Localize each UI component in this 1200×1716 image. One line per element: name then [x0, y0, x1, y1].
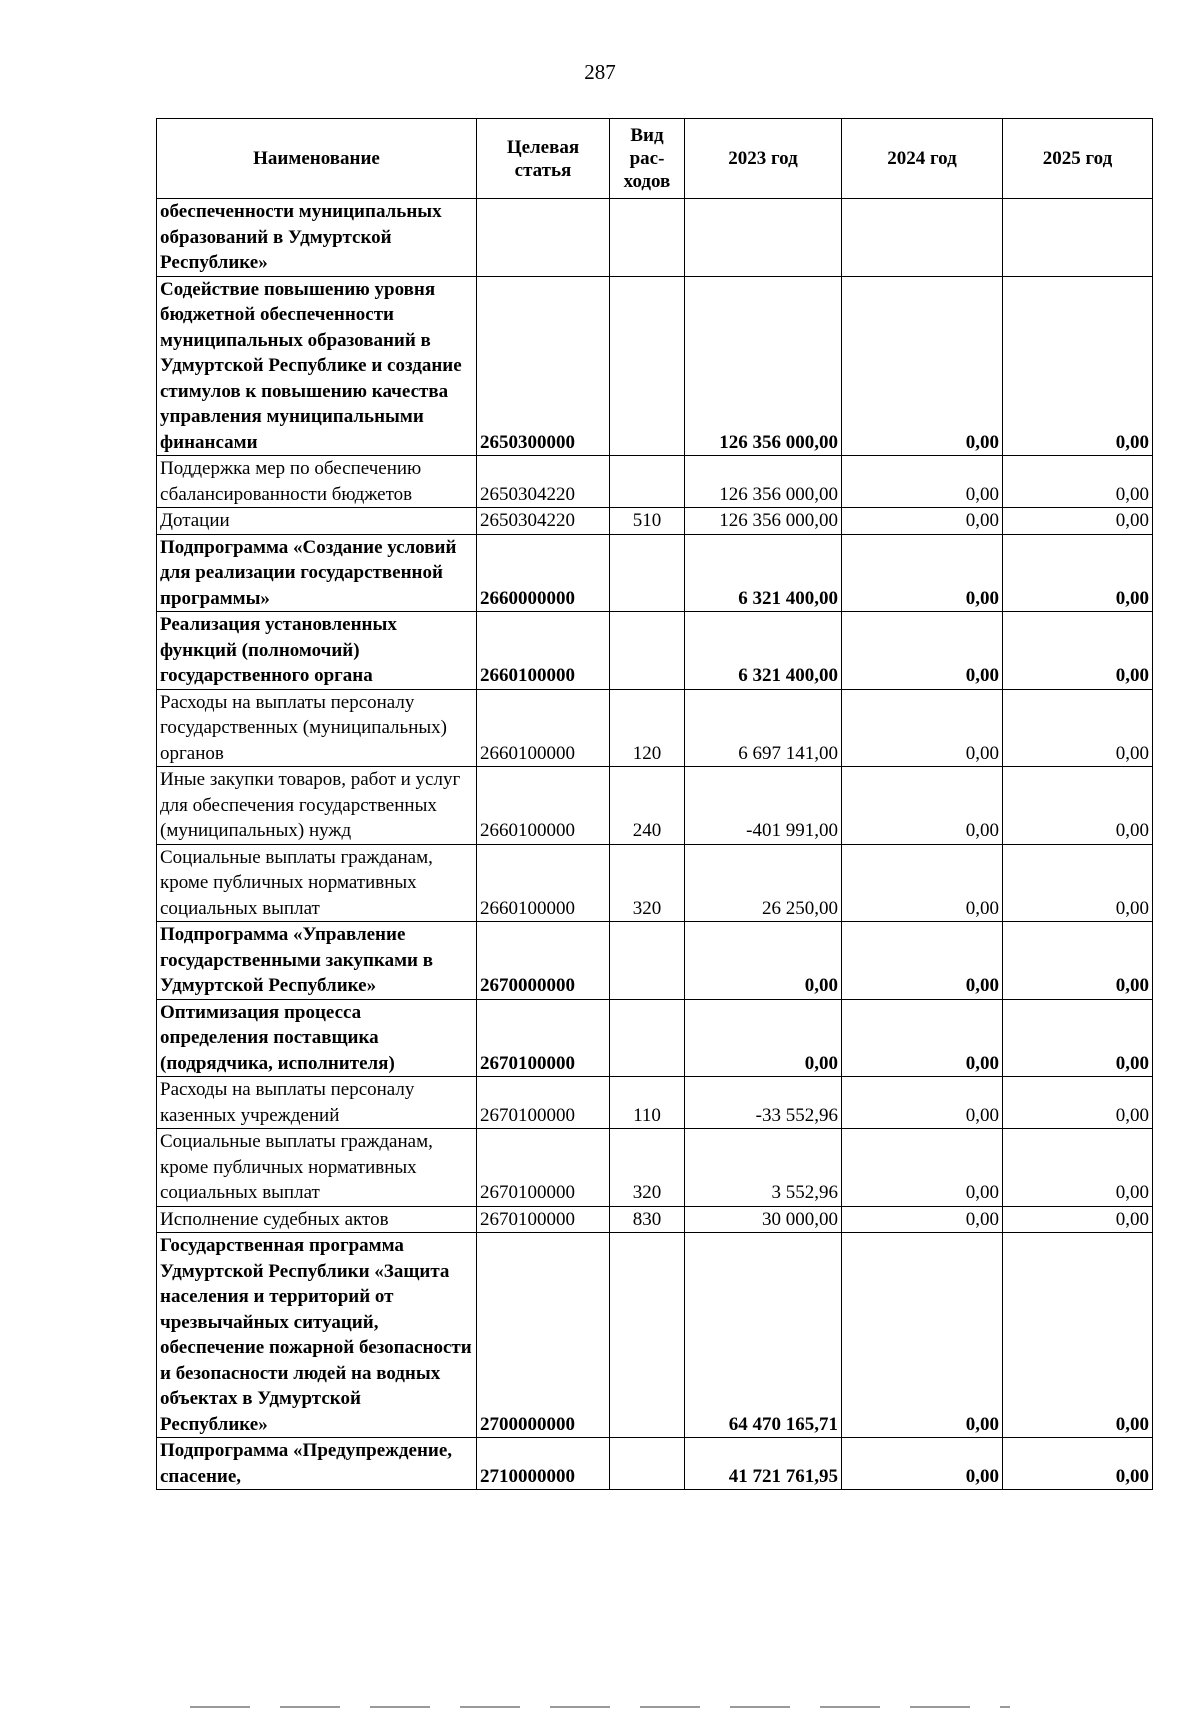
cell-name: Подпрограмма «Управление государственными закупками в Удмуртской Республике»: [157, 922, 477, 1000]
cell-expense-type: [610, 922, 685, 1000]
header-kind: Вид рас-ходов: [610, 119, 685, 199]
cell-expense-type: [610, 1438, 685, 1490]
table-header-row: [157, 119, 1153, 199]
table-row: [157, 1438, 1153, 1490]
cell-expense-type: 240: [610, 767, 685, 845]
cell-2024: 0,00: [842, 508, 1003, 535]
header-2023: 2023 год: [685, 119, 842, 199]
table-body: [157, 199, 1153, 1490]
cell-expense-type: 320: [610, 1129, 685, 1207]
cell-expense-type: [610, 1233, 685, 1438]
cell-name: Реализация установленных функций (полномочий) государственного органа: [157, 612, 477, 690]
cell-2025: 0,00: [1003, 612, 1153, 690]
table-row: [157, 1206, 1153, 1233]
cell-2025: 0,00: [1003, 1077, 1153, 1129]
cell-2025: 0,00: [1003, 456, 1153, 508]
cell-2025: 0,00: [1003, 1438, 1153, 1490]
cell-target-article: 2700000000: [477, 1233, 610, 1438]
cell-2024: 0,00: [842, 276, 1003, 456]
cell-target-article: 2670100000: [477, 1077, 610, 1129]
header-2025: 2025 год: [1003, 119, 1153, 199]
table-row: [157, 534, 1153, 612]
cell-2025: 0,00: [1003, 922, 1153, 1000]
header-2024: 2024 год: [842, 119, 1003, 199]
cell-2023: 126 356 000,00: [685, 456, 842, 508]
cell-target-article: 2670100000: [477, 1206, 610, 1233]
cell-target-article: 2660100000: [477, 844, 610, 922]
cell-2024: 0,00: [842, 999, 1003, 1077]
cell-2023: 126 356 000,00: [685, 276, 842, 456]
cell-2024: 0,00: [842, 1129, 1003, 1207]
cell-2025: 0,00: [1003, 689, 1153, 767]
cell-2024: 0,00: [842, 534, 1003, 612]
table-row: [157, 922, 1153, 1000]
page-number: 287: [584, 60, 616, 84]
cell-target-article: 2710000000: [477, 1438, 610, 1490]
table-row: [157, 612, 1153, 690]
cell-name: Государственная программа Удмуртской Республики «Защита населения и территорий от чрезвычайных ситуаций, обеспечение пожарной безопасности и безопасности людей на водных объектах в Удмуртской Республике»: [157, 1233, 477, 1438]
cell-2025: 0,00: [1003, 534, 1153, 612]
cell-target-article: 2660100000: [477, 689, 610, 767]
table-row: [157, 508, 1153, 535]
cell-2024: 0,00: [842, 689, 1003, 767]
cell-2024: [842, 199, 1003, 277]
cell-2023: 30 000,00: [685, 1206, 842, 1233]
cell-2023: 26 250,00: [685, 844, 842, 922]
table-row: [157, 199, 1153, 277]
table-row: [157, 999, 1153, 1077]
cell-2024: 0,00: [842, 1077, 1003, 1129]
cell-target-article: 2660100000: [477, 612, 610, 690]
cell-expense-type: [610, 999, 685, 1077]
cell-2024: 0,00: [842, 1438, 1003, 1490]
table-row: [157, 456, 1153, 508]
table-row: [157, 689, 1153, 767]
cell-name: Содействие повышению уровня бюджетной обеспеченности муниципальных образований в Удмуртской Республике и создание стимулов к повышению качества управления муниципальными финансами: [157, 276, 477, 456]
cell-2023: 126 356 000,00: [685, 508, 842, 535]
cell-2025: 0,00: [1003, 999, 1153, 1077]
cell-2023: 41 721 761,95: [685, 1438, 842, 1490]
cell-expense-type: 510: [610, 508, 685, 535]
cell-target-article: 2650304220: [477, 508, 610, 535]
header-code: Целевая статья: [477, 119, 610, 199]
cell-name: Иные закупки товаров, работ и услуг для обеспечения государственных (муниципальных) нужд: [157, 767, 477, 845]
cell-expense-type: [610, 612, 685, 690]
table-row: [157, 1233, 1153, 1438]
cell-2024: 0,00: [842, 612, 1003, 690]
cell-name: Оптимизация процесса определения поставщика (подрядчика, исполнителя): [157, 999, 477, 1077]
cell-name: Подпрограмма «Создание условий для реализации государственной программы»: [157, 534, 477, 612]
cell-2024: 0,00: [842, 456, 1003, 508]
cell-target-article: [477, 199, 610, 277]
scan-artifact-line: [190, 1706, 1010, 1708]
cell-2024: 0,00: [842, 767, 1003, 845]
cell-expense-type: 110: [610, 1077, 685, 1129]
table-row: [157, 276, 1153, 456]
cell-2023: 6 321 400,00: [685, 534, 842, 612]
cell-2024: 0,00: [842, 844, 1003, 922]
cell-target-article: 2650304220: [477, 456, 610, 508]
cell-target-article: 2660000000: [477, 534, 610, 612]
cell-name: Подпрограмма «Предупреждение, спасение,: [157, 1438, 477, 1490]
cell-expense-type: [610, 276, 685, 456]
cell-name: Социальные выплаты гражданам, кроме публичных нормативных социальных выплат: [157, 1129, 477, 1207]
header-name: Наименование: [157, 119, 477, 199]
cell-name: Поддержка мер по обеспечению сбалансированности бюджетов: [157, 456, 477, 508]
table-row: [157, 1077, 1153, 1129]
cell-expense-type: 120: [610, 689, 685, 767]
cell-2023: 6 321 400,00: [685, 612, 842, 690]
cell-expense-type: [610, 199, 685, 277]
cell-2025: 0,00: [1003, 1206, 1153, 1233]
cell-2025: 0,00: [1003, 1233, 1153, 1438]
cell-expense-type: 830: [610, 1206, 685, 1233]
cell-target-article: 2670100000: [477, 999, 610, 1077]
cell-name: Социальные выплаты гражданам, кроме публичных нормативных социальных выплат: [157, 844, 477, 922]
cell-2024: 0,00: [842, 922, 1003, 1000]
cell-2023: 6 697 141,00: [685, 689, 842, 767]
cell-name: Расходы на выплаты персоналу казенных учреждений: [157, 1077, 477, 1129]
cell-2023: 0,00: [685, 922, 842, 1000]
cell-name: обеспеченности муниципальных образований в Удмуртской Республике»: [157, 199, 477, 277]
cell-2024: 0,00: [842, 1233, 1003, 1438]
cell-2023: 3 552,96: [685, 1129, 842, 1207]
cell-target-article: 2670000000: [477, 922, 610, 1000]
cell-name: Расходы на выплаты персоналу государственных (муниципальных) органов: [157, 689, 477, 767]
cell-name: Исполнение судебных актов: [157, 1206, 477, 1233]
cell-2025: 0,00: [1003, 276, 1153, 456]
table-row: [157, 1129, 1153, 1207]
table-row: [157, 844, 1153, 922]
cell-expense-type: [610, 456, 685, 508]
cell-2023: -33 552,96: [685, 1077, 842, 1129]
cell-target-article: 2660100000: [477, 767, 610, 845]
cell-expense-type: [610, 534, 685, 612]
table-row: [157, 767, 1153, 845]
cell-2023: [685, 199, 842, 277]
cell-2025: 0,00: [1003, 767, 1153, 845]
cell-expense-type: 320: [610, 844, 685, 922]
budget-table: [156, 118, 1153, 1490]
cell-target-article: 2650300000: [477, 276, 610, 456]
cell-2024: 0,00: [842, 1206, 1003, 1233]
cell-2023: -401 991,00: [685, 767, 842, 845]
cell-name: Дотации: [157, 508, 477, 535]
cell-target-article: 2670100000: [477, 1129, 610, 1207]
cell-2023: 64 470 165,71: [685, 1233, 842, 1438]
cell-2025: 0,00: [1003, 844, 1153, 922]
cell-2025: 0,00: [1003, 508, 1153, 535]
cell-2025: 0,00: [1003, 1129, 1153, 1207]
cell-2023: 0,00: [685, 999, 842, 1077]
cell-2025: [1003, 199, 1153, 277]
